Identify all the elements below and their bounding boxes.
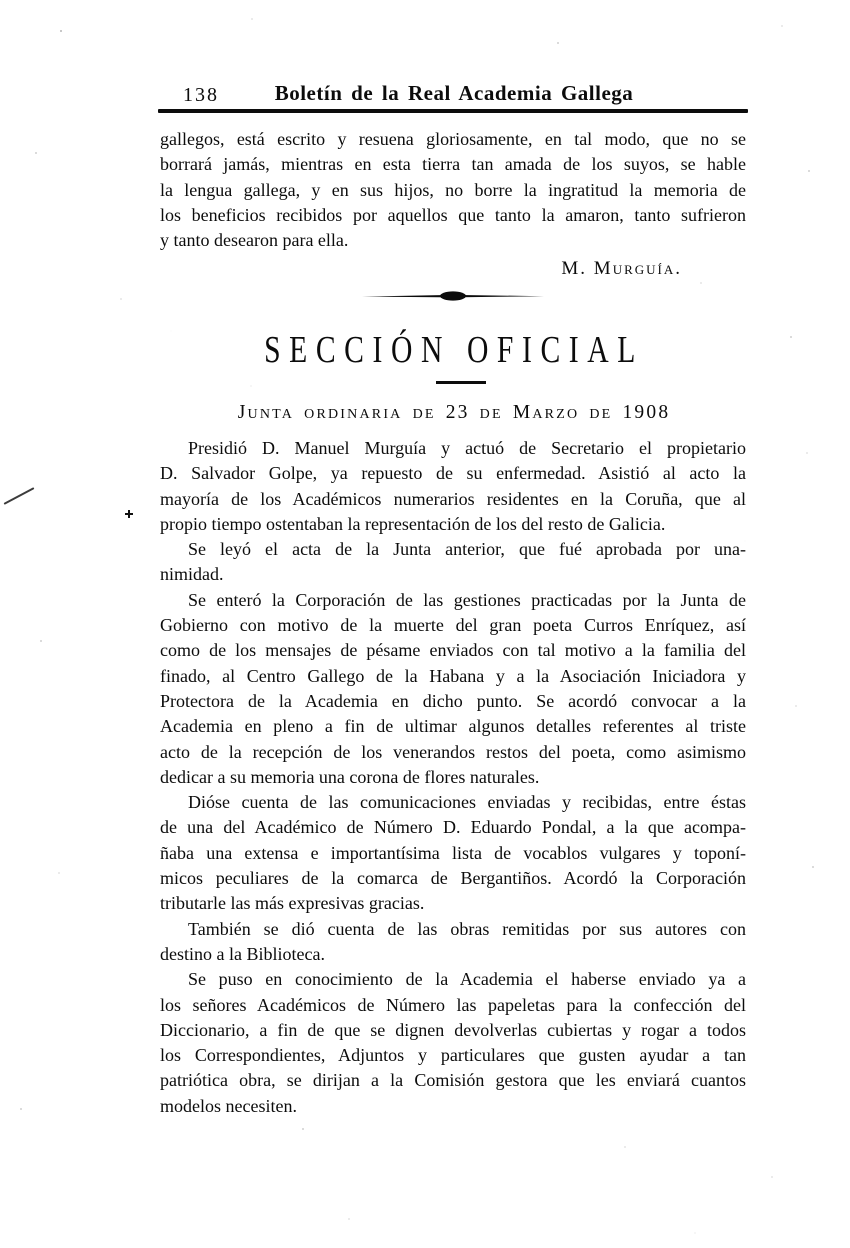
text-line: patriótica obra, se dirijan a la Comisión gestora que les enviará cuantos	[160, 1070, 746, 1091]
text-line: Dióse cuenta de las comunicaciones enviadas y recibidas, entre éstas	[188, 792, 746, 813]
text-line: Academia en pleno a fin de ultimar algunos detalles referentes al triste	[160, 716, 746, 737]
text-line: ñaba una extensa e importantísima lista de vocablos vulgares y toponí-	[160, 842, 746, 863]
paragraph	[160, 537, 746, 588]
paragraph	[160, 790, 746, 916]
minutes-body	[160, 436, 746, 1119]
text-line: Protectora de la Academia en dicho punto. Se acordó convocar a la	[160, 690, 746, 711]
paragraph	[160, 436, 746, 537]
text-line: Diccionario, a fin de que se dignen devolverlas cubiertas y rogar a todos	[160, 1019, 746, 1040]
section-title: SECCIÓN OFICIAL	[264, 329, 644, 371]
text-line: Se leyó el acta de la Junta anterior, que fué aprobada por una-	[188, 539, 746, 560]
page-number: 138	[183, 84, 219, 106]
plus-mark-vertical	[128, 510, 130, 518]
running-title: Boletín de la Real Academia Gallega	[274, 81, 634, 105]
intro-paragraph	[160, 127, 746, 282]
paragraph	[160, 967, 746, 1119]
text-line: micos peculiares de la comarca de Bergantiños. Acordó la Corporación	[160, 868, 746, 889]
text-line: los beneficios recibidos por aquellos que tanto la amaron, tanto sufrieron	[160, 204, 746, 225]
text-line: finado, al Centro Gallego de la Habana y a la Asociación Iniciadora y	[160, 665, 746, 686]
paragraph	[160, 917, 746, 968]
text-line: borrará jamás, mientras en esta tierra tan amada de los suyos, se hable	[160, 154, 746, 175]
text-line: destino a la Biblioteca.	[160, 943, 325, 964]
margin-pencil-stroke	[4, 487, 35, 505]
text-line: Se enteró la Corporación de las gestiones practicadas por la Junta de	[188, 589, 746, 610]
header-rule	[158, 109, 748, 113]
text-line: gallegos, está escrito y resuena gloriosamente, en tal modo, que no se	[160, 129, 746, 149]
text-line: Presidió D. Manuel Murguía y actuó de Secretario el propietario	[188, 438, 746, 458]
text-line: nimidad.	[160, 564, 224, 585]
text-line: acto de la recepción de los venerandos restos del poeta, como asimismo	[160, 741, 746, 762]
section-title-underline	[436, 381, 486, 384]
text-line: de una del Académico de Número D. Eduardo Pondal, a la que acompa-	[160, 817, 746, 838]
scan-speckle	[0, 0, 2, 2]
text-line: D. Salvador Golpe, ya repuesto de su enfermedad. Asistió al acto la	[160, 463, 746, 484]
paragraph	[160, 588, 746, 790]
text-line: los Correspondientes, Adjuntos y particulares que gusten ayudar a tan	[160, 1045, 746, 1066]
text-line: dedicar a su memoria una corona de flores naturales.	[160, 766, 540, 787]
ornament-divider-icon	[362, 287, 544, 305]
author-signature: M. Murguía.	[561, 258, 682, 280]
text-line: la lengua gallega, y en sus hijos, no borre la ingratitud la memoria de	[160, 179, 746, 200]
text-line: los señores Académicos de Número las papeletas para la confección del	[160, 994, 746, 1015]
meeting-heading: Junta ordinaria de 23 de Marzo de 1908	[237, 402, 671, 423]
text-line: y tanto desearon para ella.	[160, 230, 349, 251]
text-line: como de los mensajes de pésame enviados con tal motivo a la familia del	[160, 640, 746, 661]
text-line: modelos necesiten.	[160, 1095, 297, 1116]
text-line: tributarle las más expresivas gracias.	[160, 893, 425, 914]
plus-mark-artifact	[125, 510, 133, 518]
text-line: mayoría de los Académicos numerarios residentes en la Coruña, que al	[160, 488, 746, 509]
text-line: Se puso en conocimiento de la Academia el haberse enviado ya a	[188, 969, 746, 990]
text-line: Gobierno con motivo de la muerte del gran poeta Curros Enríquez, así	[160, 615, 746, 636]
text-line: propio tiempo ostentaban la representación de los del resto de Galicia.	[160, 513, 666, 534]
text-line: También se dió cuenta de las obras remitidas por sus autores con	[188, 918, 746, 939]
